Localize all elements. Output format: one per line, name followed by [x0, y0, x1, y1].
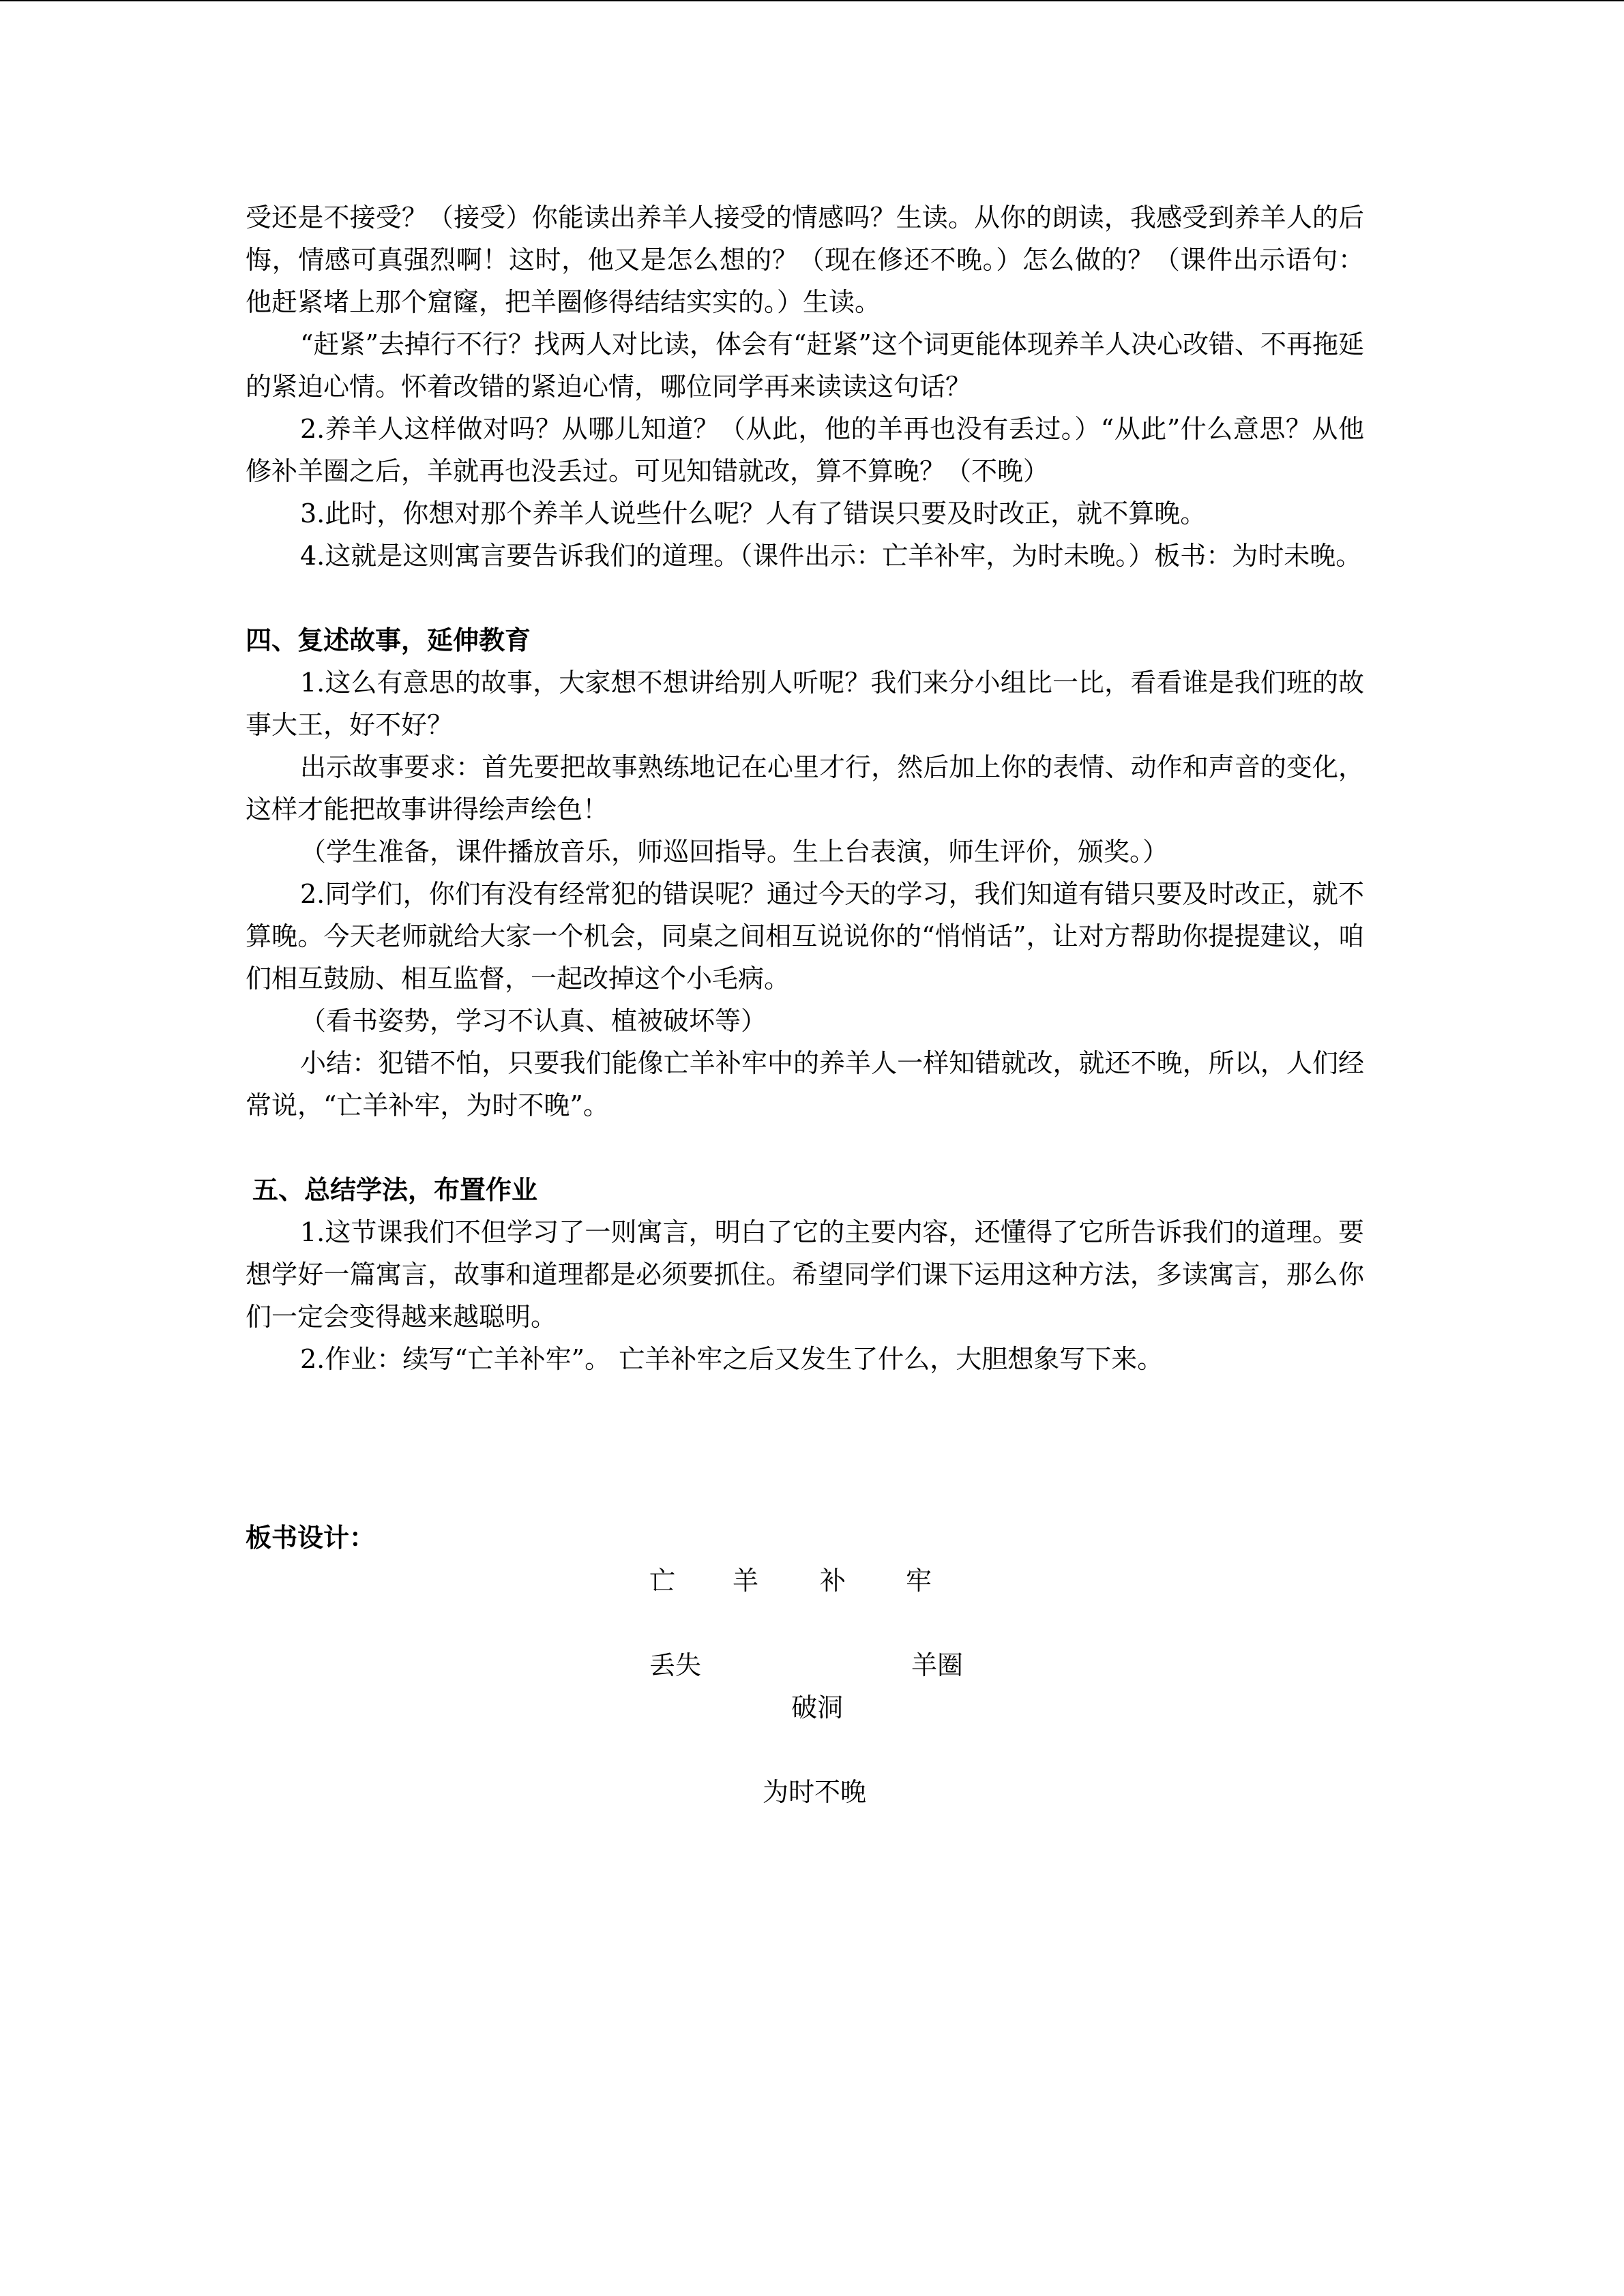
paragraph: （看书姿势，学习不认真、植被破坏等） — [300, 1006, 767, 1036]
board-title-char: 牢 — [906, 1566, 932, 1596]
board-design-label: 板书设计： — [246, 1523, 376, 1553]
paragraph: 小结：犯错不怕，只要我们能像亡羊补牢中的养羊人一样知错就改，就还不晚，所以，人们经常说，“亡羊补牢，为时不晚”。 — [246, 1048, 1364, 1120]
board-word-hole: 破洞 — [791, 1693, 844, 1723]
paragraph: 受还是不接受？（接受）你能读出养羊人接受的情感吗？生读。从你的朗读，我感受到养羊人的后悔，情感可真强烈啊！这时，他又是怎么想的？（现在修还不晚。）怎么做的？（课件出示语句：他赶紧堵上那个窟窿，把羊圈修得结结实实的。）生读。 — [246, 203, 1364, 317]
board-conclusion: 为时不晚 — [763, 1777, 867, 1807]
page-top-border — [0, 0, 1624, 1]
board-title-char: 补 — [820, 1566, 846, 1596]
paragraph: 1.这么有意思的故事，大家想不想讲给别人听呢？我们来分小组比一比，看看谁是我们班的故事大王，好不好？ — [246, 668, 1364, 740]
paragraph: （学生准备，课件播放音乐，师巡回指导。生上台表演，师生评价，颁奖。） — [300, 837, 1169, 867]
document-body — [246, 196, 1364, 1380]
paragraph: 2.同学们，你们有没有经常犯的错误呢？通过今天的学习，我们知道有错只要及时改正，就不算晚。今天老师就给大家一个机会，同桌之间相互说说你的“悄悄话”，让对方帮助你提提建议，咱们相互鼓励、相互监督，一起改掉这个小毛病。 — [246, 879, 1364, 994]
board-word-sheepfold: 羊圈 — [911, 1650, 964, 1680]
paragraph: “赶紧”去掉行不行？找两人对比读，体会有“赶紧”这个词更能体现养羊人决心改错、不再拖延的紧迫心情。怀着改错的紧迫心情，哪位同学再来读读这句话？ — [246, 329, 1364, 402]
paragraph: 2.作业：续写“亡羊补牢”。 亡羊补牢之后又发生了什么，大胆想象写下来。 — [300, 1344, 1164, 1374]
spacer — [246, 577, 1364, 619]
board-title-char: 亡 — [649, 1566, 676, 1596]
paragraph: 1.这节课我们不但学习了一则寓言，明白了它的主要内容，还懂得了它所告诉我们的道理。要想学好一篇寓言，故事和道理都是必须要抓住。希望同学们课下运用这种方法，多读寓言，那么你们一定会变得越来越聪明。 — [246, 1217, 1364, 1332]
spacer — [246, 1127, 1364, 1169]
paragraph: 出示故事要求：首先要把故事熟练地记在心里才行，然后加上你的表情、动作和声音的变化，这样才能把故事讲得绘声绘色！ — [246, 752, 1364, 824]
paragraph: 2.养羊人这样做对吗？从哪儿知道？（从此，他的羊再也没有丢过。）“从此”什么意思？从他修补羊圈之后，羊就再也没丢过。可见知错就改，算不算晚？（不晚） — [246, 414, 1364, 486]
board-word-lost: 丢失 — [649, 1650, 702, 1680]
section-5-heading: 五、总结学法，布置作业 — [252, 1175, 538, 1205]
board-title-char: 羊 — [733, 1566, 759, 1596]
paragraph: 4.这就是这则寓言要告诉我们的道理。（课件出示：亡羊补牢，为时未晚。）板书：为时未晚。 — [300, 541, 1362, 571]
paragraph: 3.此时，你想对那个养羊人说些什么呢？人有了错误只要及时改正，就不算晚。 — [300, 498, 1207, 528]
section-4-heading: 四、复述故事，延伸教育 — [246, 625, 531, 655]
